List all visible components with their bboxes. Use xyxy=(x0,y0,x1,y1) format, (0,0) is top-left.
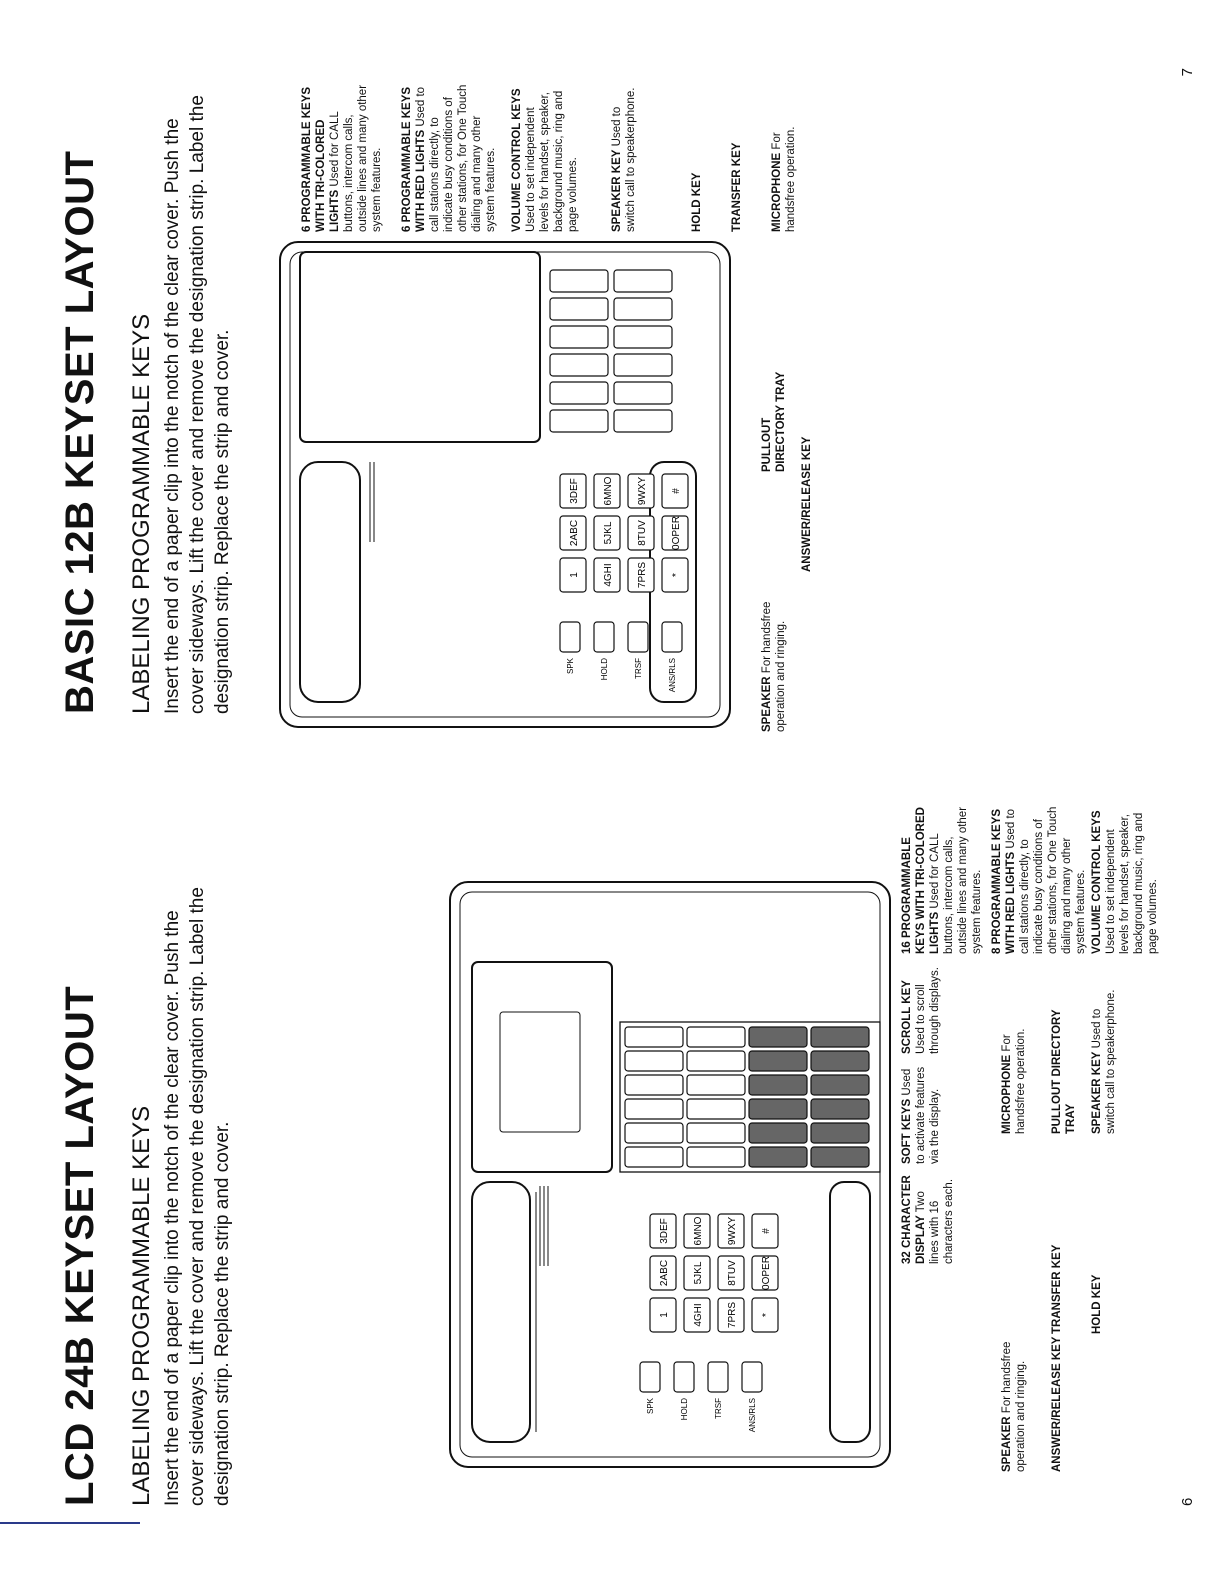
red-light-key xyxy=(811,1051,869,1071)
callout-volume: VOLUME CONTROL KEYS Used to set independent levels for handset, speaker, background music, ring and page volumes. xyxy=(511,88,579,232)
tri-light-key xyxy=(614,354,672,376)
callout-speaker-key: SPEAKER KEY Used to switch call to speakerphone. xyxy=(1091,989,1117,1134)
callout-microphone: MICROPHONE For handsfree operation. xyxy=(1001,1028,1027,1134)
tri-light-key xyxy=(614,298,672,320)
red-light-key xyxy=(749,1147,807,1167)
blue-margin-line xyxy=(0,1522,140,1524)
dial-key-label: 4GHI xyxy=(693,1303,704,1327)
dial-key-label: 9WXY xyxy=(727,1216,738,1246)
tri-light-key xyxy=(687,1123,745,1143)
callout-tray: PULLOUT DIRECTORY TRAY xyxy=(1051,1009,1077,1134)
callout-scroll-key: SCROLL KEY Used to scroll through displays. xyxy=(901,967,941,1054)
red-light-key xyxy=(811,1123,869,1143)
page-number: 7 xyxy=(1179,68,1196,77)
callout-tri-keys: 6 PROGRAMMABLE KEYS WITH TRI-COLORED LIGHTS Used for CALL buttons, intercom calls, outside lines and many other system features. xyxy=(301,84,383,232)
fixed-key-label: ANS/RLS xyxy=(668,658,677,693)
instructions-paragraph: Insert the end of a paper clip into the notch of the clear cover. Push the cover sideways. Lift the cover and remove the designation strip. Label the designation strip. Replace the strip and cover. xyxy=(162,887,233,1506)
dial-key-label: 1 xyxy=(659,1312,670,1318)
fixed-key-label: HOLD xyxy=(680,1398,689,1421)
speaker-grille xyxy=(540,1186,548,1266)
callout-answer-release: ANSWER/RELEASE KEY xyxy=(1051,1336,1063,1472)
tri-light-key xyxy=(614,410,672,432)
fixed-function-key xyxy=(628,622,648,652)
callout-soft-keys: SOFT KEYS Used to activate features via the display. xyxy=(901,1066,941,1164)
callout-display: 32 CHARACTER DISPLAY Two lines with 16 characters each. xyxy=(901,1175,955,1264)
section-heading: LABELING PROGRAMMABLE KEYS xyxy=(128,1105,155,1506)
red-light-key xyxy=(749,1027,807,1047)
tri-light-key xyxy=(550,298,608,320)
page-title: LCD 24B KEYSET LAYOUT xyxy=(58,985,102,1506)
dial-key-label: 0OPER xyxy=(761,1256,772,1290)
tri-light-key xyxy=(687,1099,745,1119)
dial-key-label: 1 xyxy=(569,572,580,578)
fixed-key-label: HOLD xyxy=(600,658,609,681)
fixed-function-key xyxy=(640,1362,660,1392)
callout-microphone: MICROPHONE For handsfree operation. xyxy=(771,126,797,232)
callout-red-keys: 6 PROGRAMMABLE KEYS WITH RED LIGHTS Used to call stations directly, to indicate busy conditions of other stations, for One Touch dialing and many other system features. xyxy=(401,84,497,232)
dial-key-label: # xyxy=(761,1228,772,1234)
callout-speaker-key: SPEAKER KEY Used to switch call to speakerphone. xyxy=(611,87,637,232)
tri-light-key xyxy=(625,1027,683,1047)
dial-key-label: 7PRS xyxy=(727,1301,738,1329)
callout-red-keys: 8 PROGRAMMABLE KEYS WITH RED LIGHTS Used to call stations directly, to indicate busy conditions of other stations, for One Touch dialing and many other system features. xyxy=(991,806,1087,954)
callout-answer-release: ANSWER/RELEASE KEY xyxy=(801,436,813,572)
designation-card xyxy=(300,252,540,442)
dial-key-label: 9WXY xyxy=(637,476,648,506)
section-heading: LABELING PROGRAMMABLE KEYS xyxy=(128,313,155,714)
tri-light-key xyxy=(687,1051,745,1071)
tri-light-key xyxy=(550,270,608,292)
dial-key-label: 8TUV xyxy=(637,520,648,546)
tri-light-key xyxy=(625,1099,683,1119)
callout-speaker: SPEAKER For handsfree operation and ringing. xyxy=(761,601,787,732)
page-number: 6 xyxy=(1179,1497,1196,1506)
fixed-key-label: TRSF xyxy=(714,1398,723,1419)
dial-key-label: 5JKL xyxy=(693,1261,704,1285)
dial-key-label: * xyxy=(761,1313,772,1317)
dial-key-label: 7PRS xyxy=(637,561,648,589)
instructions-paragraph: Insert the end of a paper clip into the notch of the clear cover. Push the cover sideways. Lift the cover and remove the designation strip. Label the designation strip. Replace the strip and cover. xyxy=(162,95,233,714)
tri-light-key xyxy=(550,326,608,348)
dial-key-label: 0OPER xyxy=(671,516,682,550)
fixed-key-label: ANS/RLS xyxy=(748,1398,757,1433)
fixed-function-key xyxy=(662,622,682,652)
handset xyxy=(472,1182,530,1442)
fixed-key-label: SPK xyxy=(566,658,575,675)
callout-volume: VOLUME CONTROL KEYS Used to set independent levels for handset, speaker, background music, ring and page volumes. xyxy=(1091,810,1159,954)
tri-light-key xyxy=(625,1123,683,1143)
tri-light-key xyxy=(614,326,672,348)
dial-key-label: 6MNO xyxy=(693,1216,704,1246)
dial-key-label: 5JKL xyxy=(603,521,614,545)
tri-light-key xyxy=(625,1147,683,1167)
lcd-24b-phone-diagram xyxy=(440,872,920,1472)
callout-tray: PULLOUT DIRECTORY TRAY xyxy=(761,371,787,472)
lcd-display xyxy=(472,962,612,1172)
red-light-key xyxy=(749,1051,807,1071)
tri-light-key xyxy=(614,382,672,404)
page-6 xyxy=(0,792,1224,1584)
tri-light-key xyxy=(687,1075,745,1095)
fixed-function-key xyxy=(708,1362,728,1392)
handset xyxy=(300,462,360,702)
dial-key-label: 4GHI xyxy=(603,563,614,587)
dial-keypad xyxy=(560,474,688,692)
dial-keypad xyxy=(640,1214,778,1432)
tri-light-key xyxy=(550,410,608,432)
dial-key-label: 8TUV xyxy=(727,1260,738,1286)
red-light-key xyxy=(811,1099,869,1119)
red-light-key xyxy=(811,1075,869,1095)
tri-light-key xyxy=(614,270,672,292)
dial-key-label: 3DEF xyxy=(659,1218,670,1244)
key-grid-12 xyxy=(550,270,672,432)
red-light-key xyxy=(811,1147,869,1167)
callout-hold: HOLD KEY xyxy=(1091,1274,1103,1334)
page-title: BASIC 12B KEYSET LAYOUT xyxy=(58,150,102,714)
fixed-function-key xyxy=(742,1362,762,1392)
dial-key-label: 2ABC xyxy=(569,519,580,547)
dial-key-label: 2ABC xyxy=(659,1259,670,1287)
fixed-function-key xyxy=(674,1362,694,1392)
red-light-key xyxy=(749,1075,807,1095)
dial-key-label: * xyxy=(671,573,682,577)
red-light-key xyxy=(749,1123,807,1143)
tri-light-key xyxy=(625,1051,683,1071)
tri-light-key xyxy=(687,1027,745,1047)
callout-transfer: TRANSFER KEY xyxy=(731,142,743,232)
red-light-key xyxy=(749,1099,807,1119)
key-grid-24 xyxy=(625,1027,869,1167)
fixed-function-key xyxy=(594,622,614,652)
dial-key-label: # xyxy=(671,488,682,494)
callout-transfer: TRANSFER KEY xyxy=(1051,1244,1063,1334)
tri-light-key xyxy=(550,354,608,376)
callout-tri-keys: 16 PROGRAMMABLE KEYS WITH TRI-COLORED LIGHTS Used for CALL buttons, intercom calls, outside lines and many other system features. xyxy=(901,806,983,954)
tri-light-key xyxy=(550,382,608,404)
tri-light-key xyxy=(625,1075,683,1095)
fixed-function-key xyxy=(560,622,580,652)
tri-light-key xyxy=(687,1147,745,1167)
fixed-key-label: TRSF xyxy=(634,658,643,679)
red-light-key xyxy=(811,1027,869,1047)
fixed-key-label: SPK xyxy=(646,1398,655,1415)
dial-key-label: 3DEF xyxy=(569,478,580,504)
basic-12b-phone-diagram xyxy=(270,232,740,732)
dial-key-label: 6MNO xyxy=(603,476,614,506)
callout-hold: HOLD KEY xyxy=(691,172,703,232)
callout-speaker: SPEAKER For handsfree operation and ringing. xyxy=(1001,1341,1027,1472)
